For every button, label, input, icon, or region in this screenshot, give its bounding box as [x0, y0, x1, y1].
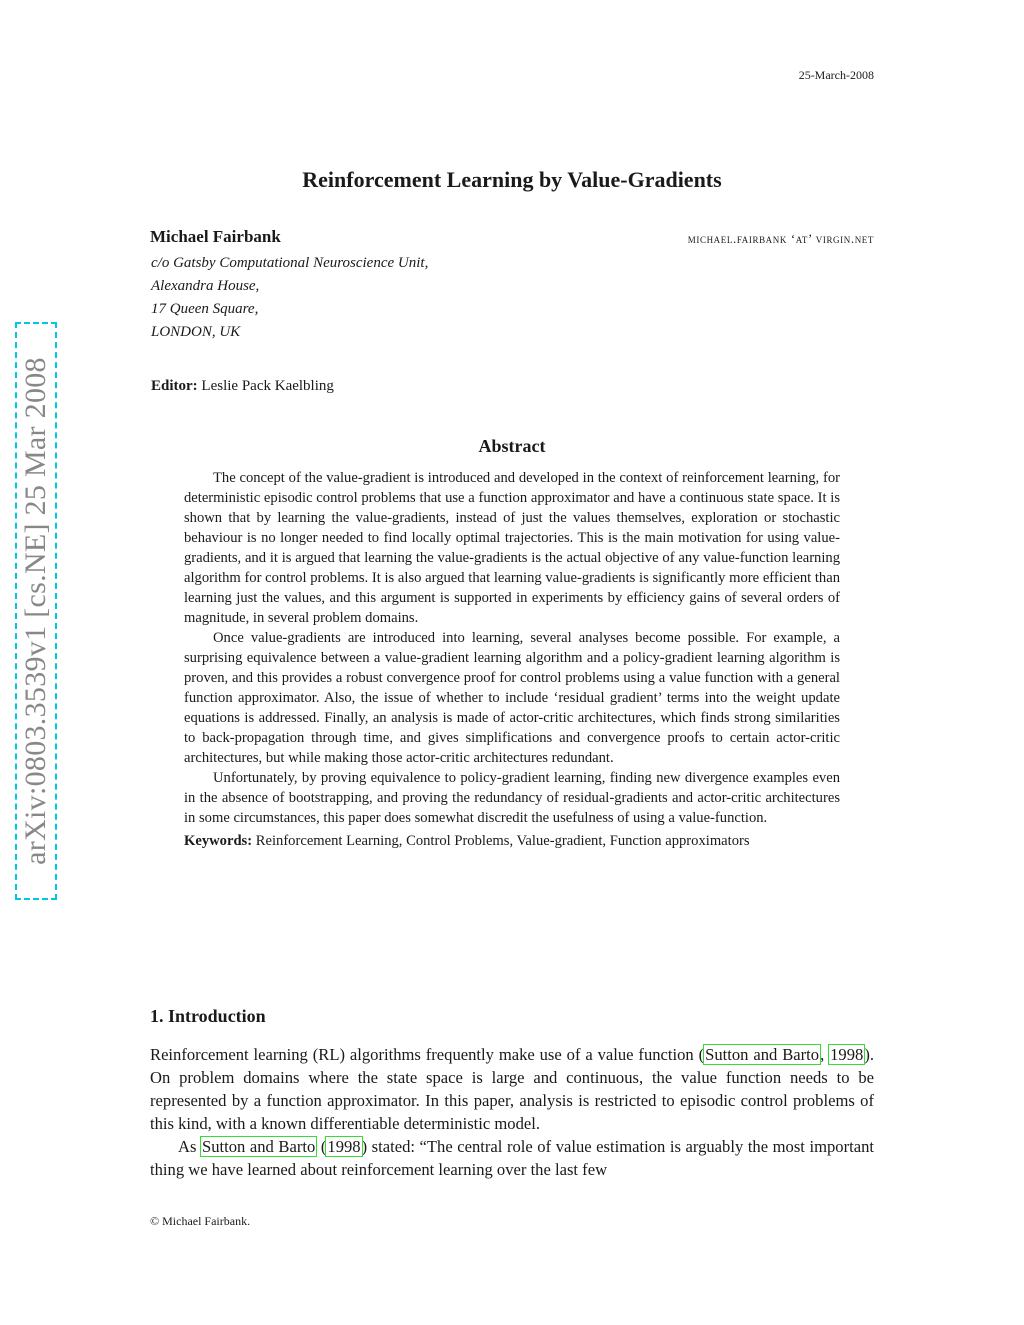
introduction-body	[150, 1043, 874, 1181]
affiliation-line: LONDON, UK	[151, 324, 241, 340]
date-header: 25-March-2008	[798, 68, 874, 82]
abstract-body	[184, 468, 840, 851]
abstract-paragraph: Once value-gradients are introduced into learning, several analyses become possible. For example, a surprising equivalence between a value-gradient learning algorithm and a policy-gradient learning algorithm is proven, and this provides a robust convergence proof for control problems using a value function with a general function approximator. Also, the issue of whether to include ‘residual gradient’ terms into the weight update equations is addressed. Finally, an analysis is made of actor-critic architectures, which finds strong similarities to back-propagation through time, and gives simplifications and convergence proofs to certain actor-critic architectures, but while making those actor-critic architectures redundant.	[184, 630, 840, 766]
citation-link[interactable]: Sutton and Barto	[202, 1137, 316, 1156]
abstract-paragraph: The concept of the value-gradient is introduced and developed in the context of reinforcement learning, for deterministic episodic control problems that use a function approximator and have a continuous state space. It is shown that by learning the value-gradients, instead of just the values themselves, exploration or stochastic behaviour is no longer needed to find locally optimal trajectories. This is the main motivation for using value-gradients, and it is argued that learning the value-gradients is the actual objective of any value-function learning algorithm for control problems. It is also argued that learning value-gradients is significantly more efficient than learning just the values, and this argument is supported in experiments by efficiency gains of several orders of magnitude, in several problem domains.	[184, 470, 840, 626]
copyright-footnote: © Michael Fairbank.	[150, 1214, 251, 1228]
keywords-list: Reinforcement Learning, Control Problems, Value-gradient, Function approximators	[252, 833, 750, 849]
arxiv-stamp-text: arXiv:0803.3539v1 [cs.NE] 25 Mar 2008	[19, 357, 52, 865]
abstract-heading: Abstract	[478, 436, 546, 456]
body-paragraph	[150, 1135, 874, 1181]
text-run: ) stated: “The central role of value estimation is arguably the most important thing we have learned about reinforcement learning over the last few	[150, 1137, 874, 1179]
citation-year-link[interactable]: 1998	[830, 1045, 864, 1064]
text-run: ). On problem domains where the state space is large and continuous, the value function needs to be represented by a function approximator. In this paper, analysis is restricted to episodic control problems of this kind, with a known differentiable deterministic model.	[150, 1045, 874, 1133]
author-email: michael.fairbank ‘at’ virgin.net	[687, 231, 874, 246]
affiliation-line: Alexandra House,	[151, 278, 260, 294]
author-name: Michael Fairbank	[150, 227, 281, 246]
text-run: ,	[820, 1045, 830, 1064]
section-heading-introduction: 1. Introduction	[150, 1006, 266, 1026]
author-affiliation	[151, 252, 428, 344]
abstract-paragraph: Unfortunately, by proving equivalence to policy-gradient learning, finding new divergence examples even in the absence of bootstrapping, and proving the redundancy of residual-gradients and actor-critic architectures in some circumstances, this paper does somewhat discredit the usefulness of using a value-function.	[184, 770, 840, 826]
keywords	[184, 831, 840, 851]
arxiv-stamp-link[interactable]	[15, 322, 57, 900]
editor-name: Leslie Pack Kaelbling	[197, 378, 334, 394]
text-run: As	[178, 1137, 201, 1156]
affiliation-line: 17 Queen Square,	[151, 301, 259, 317]
body-paragraph	[150, 1043, 874, 1135]
citation-link[interactable]: Sutton and Barto	[705, 1045, 820, 1064]
citation-year-link[interactable]: 1998	[327, 1137, 361, 1156]
affiliation-line: c/o Gatsby Computational Neuroscience Unit,	[151, 255, 429, 271]
paper-title: Reinforcement Learning by Value-Gradients	[302, 167, 722, 192]
text-run: (	[316, 1137, 327, 1156]
editor-line	[151, 378, 334, 395]
editor-label: Editor:	[151, 378, 198, 394]
keywords-label: Keywords:	[184, 833, 253, 849]
text-run: Reinforcement learning (RL) algorithms frequently make use of a value function (	[150, 1045, 705, 1064]
